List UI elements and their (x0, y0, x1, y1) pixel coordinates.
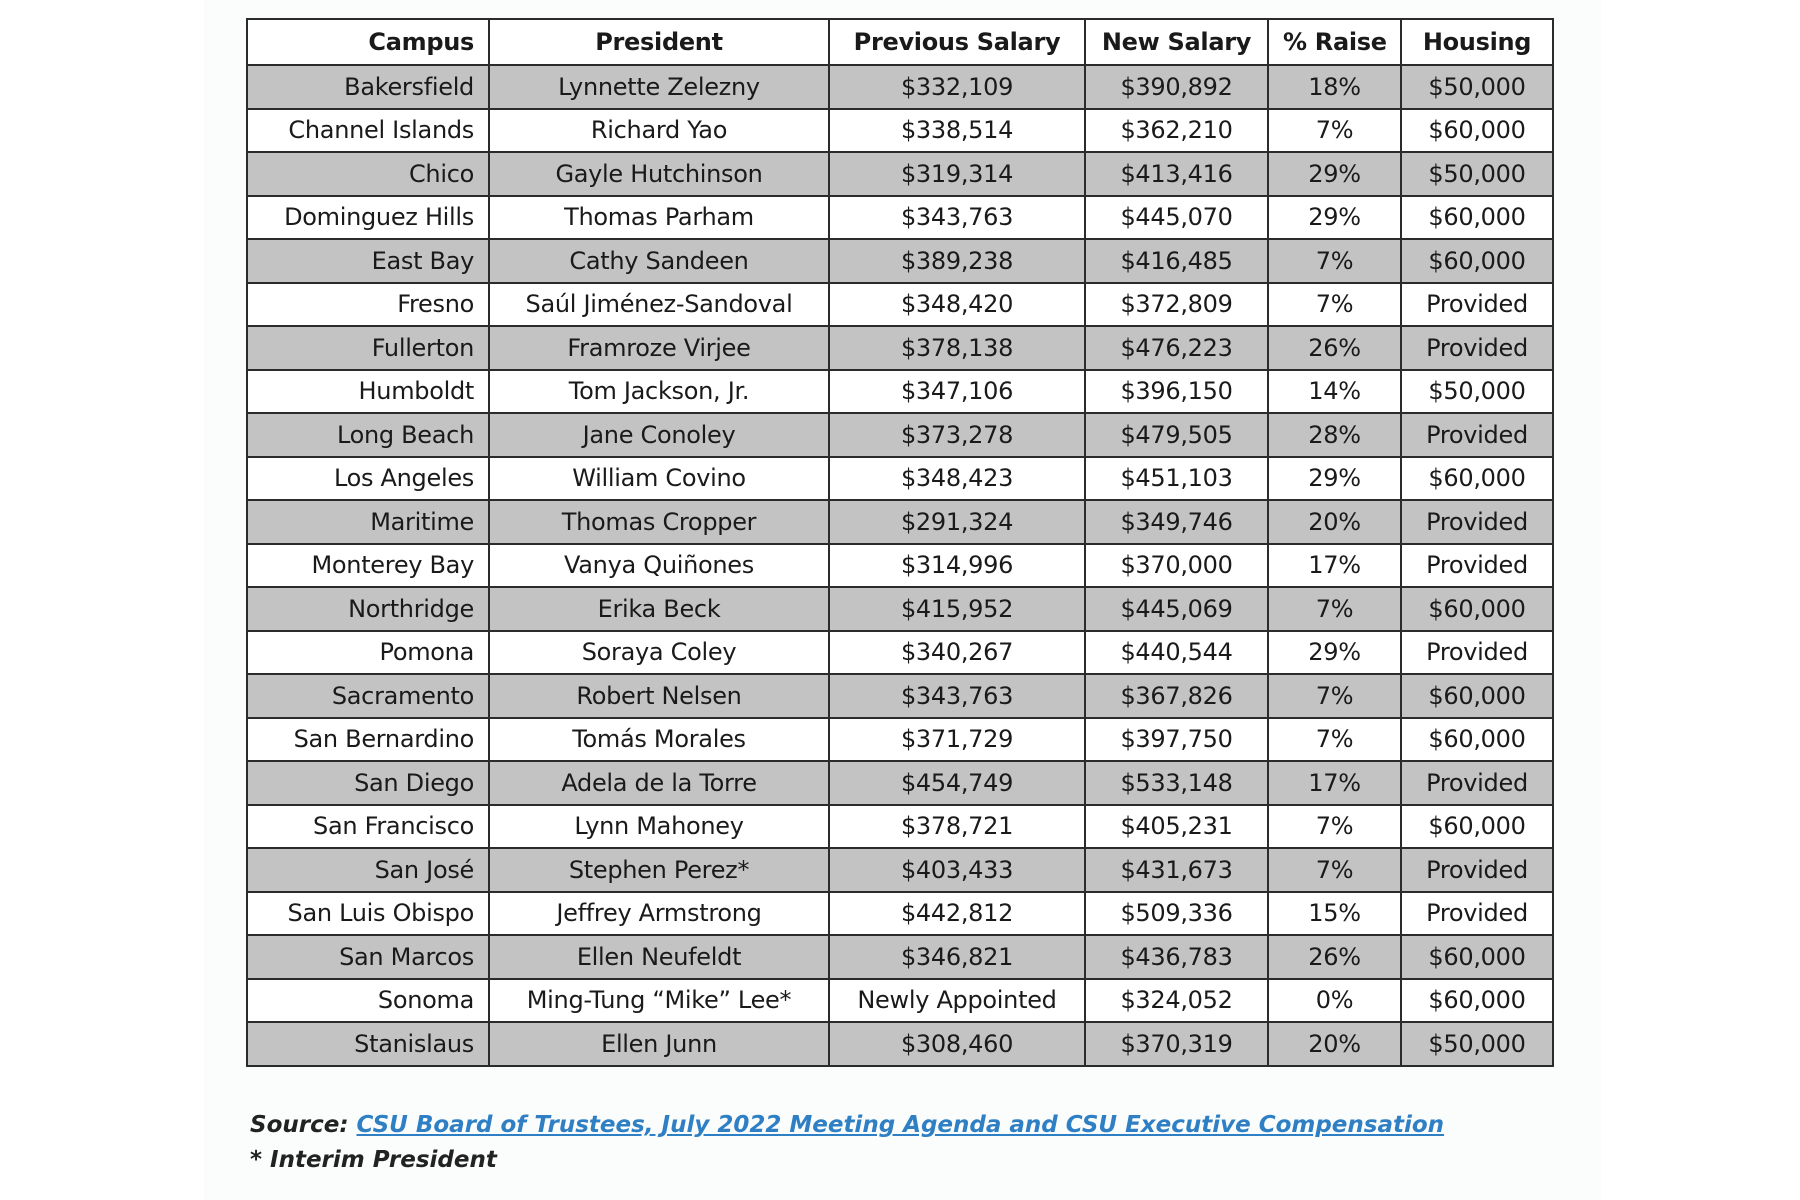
table-row (247, 239, 1553, 283)
cell-new-salary: $372,809 (1085, 283, 1268, 327)
cell-campus: Long Beach (247, 413, 489, 457)
cell-previous-salary: $454,749 (829, 761, 1085, 805)
cell-raise: 20% (1268, 1022, 1401, 1066)
table-body (247, 65, 1553, 1066)
cell-president: Gayle Hutchinson (489, 152, 829, 196)
cell-raise: 14% (1268, 370, 1401, 414)
cell-previous-salary: $348,423 (829, 457, 1085, 501)
cell-housing: $60,000 (1401, 935, 1553, 979)
cell-previous-salary: $343,763 (829, 674, 1085, 718)
table-row (247, 152, 1553, 196)
table-row (247, 892, 1553, 936)
source-note (250, 1112, 1444, 1138)
cell-president: Soraya Coley (489, 631, 829, 675)
header-campus: Campus (247, 19, 489, 65)
cell-housing: Provided (1401, 326, 1553, 370)
cell-housing: $60,000 (1401, 109, 1553, 153)
cell-housing: $60,000 (1401, 979, 1553, 1023)
cell-new-salary: $479,505 (1085, 413, 1268, 457)
table-row (247, 631, 1553, 675)
cell-president: Vanya Quiñones (489, 544, 829, 588)
cell-housing: Provided (1401, 761, 1553, 805)
cell-raise: 26% (1268, 935, 1401, 979)
table-row (247, 1022, 1553, 1066)
table-row (247, 587, 1553, 631)
header-raise: % Raise (1268, 19, 1401, 65)
table-row (247, 457, 1553, 501)
header-previous-salary: Previous Salary (829, 19, 1085, 65)
cell-president: Erika Beck (489, 587, 829, 631)
cell-new-salary: $445,070 (1085, 196, 1268, 240)
cell-raise: 7% (1268, 718, 1401, 762)
cell-housing: Provided (1401, 500, 1553, 544)
cell-new-salary: $370,319 (1085, 1022, 1268, 1066)
cell-campus: San Francisco (247, 805, 489, 849)
cell-housing: $60,000 (1401, 196, 1553, 240)
cell-previous-salary: $403,433 (829, 848, 1085, 892)
header-housing: Housing (1401, 19, 1553, 65)
cell-previous-salary: $373,278 (829, 413, 1085, 457)
cell-campus: Fresno (247, 283, 489, 327)
cell-new-salary: $413,416 (1085, 152, 1268, 196)
cell-previous-salary: $291,324 (829, 500, 1085, 544)
cell-president: Richard Yao (489, 109, 829, 153)
cell-campus: San Marcos (247, 935, 489, 979)
header-president: President (489, 19, 829, 65)
cell-president: Stephen Perez* (489, 848, 829, 892)
cell-new-salary: $476,223 (1085, 326, 1268, 370)
cell-campus: Dominguez Hills (247, 196, 489, 240)
cell-previous-salary: $378,138 (829, 326, 1085, 370)
cell-new-salary: $431,673 (1085, 848, 1268, 892)
cell-new-salary: $533,148 (1085, 761, 1268, 805)
cell-raise: 29% (1268, 152, 1401, 196)
cell-campus: Monterey Bay (247, 544, 489, 588)
cell-new-salary: $370,000 (1085, 544, 1268, 588)
cell-campus: San Bernardino (247, 718, 489, 762)
cell-new-salary: $324,052 (1085, 979, 1268, 1023)
cell-campus: San José (247, 848, 489, 892)
cell-campus: Bakersfield (247, 65, 489, 109)
cell-new-salary: $440,544 (1085, 631, 1268, 675)
cell-raise: 29% (1268, 196, 1401, 240)
table-row (247, 848, 1553, 892)
cell-previous-salary: $389,238 (829, 239, 1085, 283)
cell-housing: Provided (1401, 848, 1553, 892)
cell-previous-salary: $347,106 (829, 370, 1085, 414)
header-row (247, 19, 1553, 65)
cell-housing: $50,000 (1401, 1022, 1553, 1066)
cell-president: Ming-Tung “Mike” Lee* (489, 979, 829, 1023)
interim-footnote: * Interim President (250, 1147, 497, 1173)
cell-campus: East Bay (247, 239, 489, 283)
cell-raise: 17% (1268, 761, 1401, 805)
cell-raise: 7% (1268, 848, 1401, 892)
cell-raise: 17% (1268, 544, 1401, 588)
cell-new-salary: $509,336 (1085, 892, 1268, 936)
cell-raise: 20% (1268, 500, 1401, 544)
cell-new-salary: $390,892 (1085, 65, 1268, 109)
cell-new-salary: $397,750 (1085, 718, 1268, 762)
source-prefix: Source: (250, 1112, 349, 1138)
cell-new-salary: $362,210 (1085, 109, 1268, 153)
cell-housing: $50,000 (1401, 370, 1553, 414)
cell-president: William Covino (489, 457, 829, 501)
salary-table (246, 18, 1554, 1067)
table-header (247, 19, 1553, 65)
table-row (247, 283, 1553, 327)
cell-raise: 26% (1268, 326, 1401, 370)
cell-previous-salary: $371,729 (829, 718, 1085, 762)
cell-raise: 29% (1268, 631, 1401, 675)
table-row (247, 761, 1553, 805)
cell-previous-salary: $378,721 (829, 805, 1085, 849)
cell-campus: Sonoma (247, 979, 489, 1023)
cell-previous-salary: $348,420 (829, 283, 1085, 327)
cell-new-salary: $445,069 (1085, 587, 1268, 631)
table-row (247, 544, 1553, 588)
cell-president: Cathy Sandeen (489, 239, 829, 283)
cell-president: Lynnette Zelezny (489, 65, 829, 109)
table-row (247, 674, 1553, 718)
header-new-salary: New Salary (1085, 19, 1268, 65)
cell-housing: $50,000 (1401, 152, 1553, 196)
cell-housing: $60,000 (1401, 805, 1553, 849)
cell-president: Tomás Morales (489, 718, 829, 762)
cell-new-salary: $416,485 (1085, 239, 1268, 283)
cell-campus: Northridge (247, 587, 489, 631)
cell-president: Jane Conoley (489, 413, 829, 457)
table-row (247, 500, 1553, 544)
table-row (247, 196, 1553, 240)
cell-previous-salary: $332,109 (829, 65, 1085, 109)
cell-housing: $60,000 (1401, 239, 1553, 283)
cell-previous-salary: $346,821 (829, 935, 1085, 979)
table-row (247, 65, 1553, 109)
cell-president: Ellen Neufeldt (489, 935, 829, 979)
table-row (247, 413, 1553, 457)
cell-president: Framroze Virjee (489, 326, 829, 370)
cell-raise: 7% (1268, 283, 1401, 327)
cell-campus: Los Angeles (247, 457, 489, 501)
cell-previous-salary: $340,267 (829, 631, 1085, 675)
table-row (247, 370, 1553, 414)
cell-campus: Fullerton (247, 326, 489, 370)
cell-new-salary: $451,103 (1085, 457, 1268, 501)
cell-previous-salary: $415,952 (829, 587, 1085, 631)
cell-raise: 0% (1268, 979, 1401, 1023)
source-link[interactable]: CSU Board of Trustees, July 2022 Meeting Agenda and CSU Executive Compensation (356, 1112, 1445, 1138)
cell-president: Thomas Cropper (489, 500, 829, 544)
cell-raise: 18% (1268, 65, 1401, 109)
cell-raise: 29% (1268, 457, 1401, 501)
cell-housing: Provided (1401, 283, 1553, 327)
cell-campus: Chico (247, 152, 489, 196)
cell-housing: $60,000 (1401, 457, 1553, 501)
table-row (247, 979, 1553, 1023)
cell-previous-salary: $319,314 (829, 152, 1085, 196)
cell-raise: 15% (1268, 892, 1401, 936)
cell-housing: $50,000 (1401, 65, 1553, 109)
cell-raise: 28% (1268, 413, 1401, 457)
table-row (247, 718, 1553, 762)
cell-new-salary: $349,746 (1085, 500, 1268, 544)
cell-housing: $60,000 (1401, 674, 1553, 718)
cell-raise: 7% (1268, 239, 1401, 283)
cell-previous-salary: $338,514 (829, 109, 1085, 153)
cell-campus: Maritime (247, 500, 489, 544)
cell-raise: 7% (1268, 674, 1401, 718)
cell-president: Lynn Mahoney (489, 805, 829, 849)
cell-housing: Provided (1401, 892, 1553, 936)
cell-campus: Pomona (247, 631, 489, 675)
cell-raise: 7% (1268, 587, 1401, 631)
table-row (247, 935, 1553, 979)
cell-campus: Sacramento (247, 674, 489, 718)
table-row (247, 326, 1553, 370)
cell-raise: 7% (1268, 805, 1401, 849)
cell-new-salary: $436,783 (1085, 935, 1268, 979)
cell-previous-salary: $343,763 (829, 196, 1085, 240)
cell-campus: Humboldt (247, 370, 489, 414)
cell-president: Ellen Junn (489, 1022, 829, 1066)
cell-president: Adela de la Torre (489, 761, 829, 805)
cell-housing: Provided (1401, 631, 1553, 675)
cell-president: Tom Jackson, Jr. (489, 370, 829, 414)
cell-housing: $60,000 (1401, 718, 1553, 762)
cell-president: Thomas Parham (489, 196, 829, 240)
cell-new-salary: $396,150 (1085, 370, 1268, 414)
table-row (247, 805, 1553, 849)
cell-previous-salary: Newly Appointed (829, 979, 1085, 1023)
cell-president: Jeffrey Armstrong (489, 892, 829, 936)
cell-housing: Provided (1401, 413, 1553, 457)
cell-raise: 7% (1268, 109, 1401, 153)
cell-campus: Stanislaus (247, 1022, 489, 1066)
cell-campus: San Diego (247, 761, 489, 805)
cell-new-salary: $367,826 (1085, 674, 1268, 718)
cell-previous-salary: $308,460 (829, 1022, 1085, 1066)
cell-previous-salary: $442,812 (829, 892, 1085, 936)
cell-previous-salary: $314,996 (829, 544, 1085, 588)
cell-campus: San Luis Obispo (247, 892, 489, 936)
cell-president: Robert Nelsen (489, 674, 829, 718)
cell-campus: Channel Islands (247, 109, 489, 153)
cell-president: Saúl Jiménez-Sandoval (489, 283, 829, 327)
cell-new-salary: $405,231 (1085, 805, 1268, 849)
cell-housing: $60,000 (1401, 587, 1553, 631)
cell-housing: Provided (1401, 544, 1553, 588)
table-row (247, 109, 1553, 153)
